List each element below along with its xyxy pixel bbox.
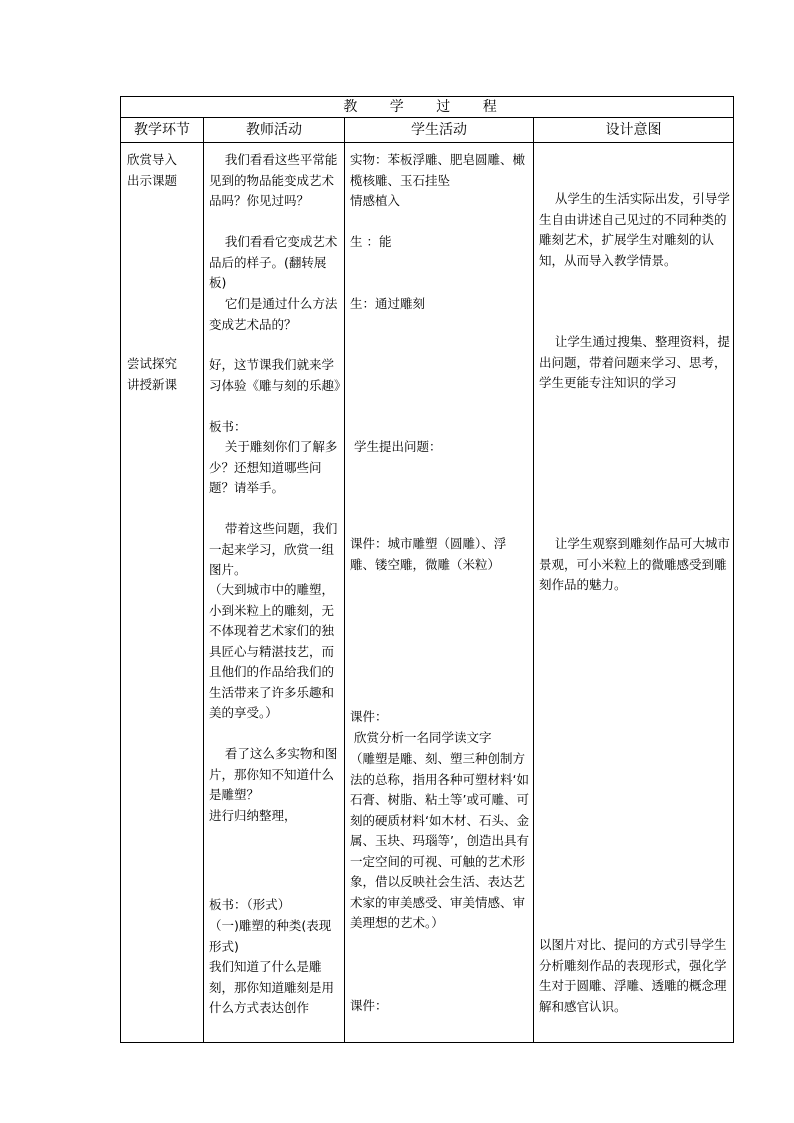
header-design-intent: 设计意图	[534, 118, 734, 143]
teacher-text: 板书：（形式）	[209, 897, 291, 912]
intent-text: 让学生观察到雕刻作品可大城市景观，可小米粒上的微雕感受到雕刻作品的魅力。	[539, 536, 730, 592]
header-stage: 教学环节	[121, 118, 204, 143]
teacher-text: （一)雕塑的种类(表现形式)	[209, 918, 332, 954]
header-teacher-activity: 教师活动	[204, 118, 345, 143]
student-text: 课件：	[350, 709, 388, 724]
student-activity-column	[345, 143, 534, 1043]
table-title: 教 学 过 程	[121, 97, 734, 118]
teaching-process-table	[120, 96, 734, 1043]
intent-text: 让学生通过搜集、整理资料，提出问题，带着问题来学习、思考，学生更能专注知识的学习	[539, 334, 730, 390]
student-text: 课件：	[350, 998, 388, 1013]
student-text: 生 ：能	[350, 234, 392, 249]
teacher-text: 带着这些问题，我们一起来学习，欣赏一组图片。	[209, 521, 338, 577]
teacher-text: 关于雕刻你们了解多少？还想知道哪些问题？请举手。	[209, 439, 338, 495]
header-student-activity: 学生活动	[345, 118, 534, 143]
teacher-text: 它们是通过什么方法变成艺术品的？	[209, 296, 338, 332]
stage-column	[121, 143, 204, 1043]
teacher-text: 进行归纳整理，	[209, 808, 297, 823]
student-text: 情感植入	[350, 193, 401, 208]
teacher-text: 好，这节课我们就来学习体验《雕与刻的乐趣》	[209, 357, 347, 393]
student-text: 实物：苯板浮雕、肥皂圆雕、橄榄核雕、玉石挂坠	[350, 152, 526, 188]
student-text: 课件：城市雕塑（圆雕）、浮雕、镂空雕，微雕（米粒）	[350, 536, 507, 572]
teacher-text: 我们看看这些平常能见到的物品能变成艺术品吗？你见过吗？	[209, 152, 338, 208]
teacher-activity-column	[204, 143, 345, 1043]
stage-intro: 欣赏导入 出示课题	[127, 152, 178, 188]
teacher-text: 板书：	[209, 419, 247, 434]
student-text: （雕塑是雕、刻、塑三种创制方法的总称，指用各种可塑材料‘如石膏、树脂、粘土等’或可雕、可刻的硬质材料‘如木材、石头、金属、玉块、玛瑙等’，创造出具有一定空间的可视、可触的艺术形象，借以反映社会生活、表达艺术家的审美感受、审美情感、审美理想的艺术。）	[350, 751, 529, 930]
student-text: 学生提出问题：	[350, 439, 442, 454]
teacher-text: 我们看看它变成艺术品后的样子。(翻转展板)	[209, 234, 338, 290]
student-text: 生：通过雕刻	[350, 296, 426, 311]
student-text: 欣赏分析一名同学读文字	[350, 730, 492, 745]
intent-text: 从学生的生活实际出发，引导学生自由讲述自己见过的不同种类的雕刻艺术，扩展学生对雕刻的认知，从而导入教学情景。	[539, 191, 730, 268]
teacher-text: （大到城市中的雕塑，小到米粒上的雕刻，无不体现着艺术家们的独具匠心与精湛技艺，而且他们的作品给我们的生活带来了许多乐趣和美的享受。）	[209, 582, 335, 720]
stage-explore: 尝试探究 讲授新课	[127, 356, 178, 392]
design-intent-column	[534, 143, 734, 1043]
teacher-text: 看了这么多实物和图片，那你知不知道什么是雕塑？	[209, 746, 338, 802]
teacher-text: 我们知道了什么是雕刻，那你知道雕刻是用什么方式表达创作	[209, 959, 335, 1015]
intent-text: 以图片对比、提问的方式引导学生分析雕刻作品的表现形式，强化学生对于圆雕、浮雕、透雕的概念理解和感官认识。	[539, 937, 727, 1014]
